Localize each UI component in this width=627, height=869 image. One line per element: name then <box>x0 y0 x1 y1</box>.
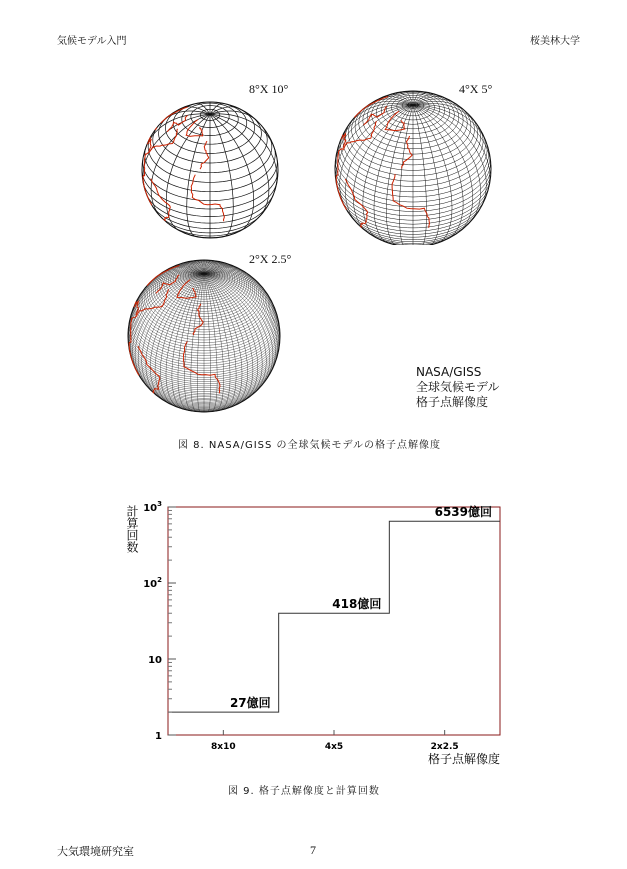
figure-8 <box>0 0 627 420</box>
y-tick-label: 1 <box>155 731 162 742</box>
header-right: 桜美林大学 <box>530 36 580 47</box>
note-line: NASA/GISS <box>416 365 482 379</box>
step-annotation: 418億回 <box>332 597 382 612</box>
note-line: 全球気候モデル <box>416 380 500 394</box>
x-axis <box>211 730 459 752</box>
note-line: 格子点解像度 <box>416 395 489 409</box>
y-tick-label: $10^2$ <box>143 576 162 590</box>
y-axis <box>143 500 176 742</box>
header-left: 気候モデル入門 <box>57 36 127 47</box>
page-number: 7 <box>310 843 316 857</box>
y-tick-exponent: 3 <box>157 500 162 508</box>
figure-9-caption: 図 9. 格子点解像度と計算回数 <box>228 786 380 797</box>
step-annotation: 27億回 <box>229 696 271 711</box>
calc-count-chart <box>110 495 510 775</box>
y-tick-label: $10^3$ <box>143 500 162 514</box>
x-tick-label: 4x5 <box>324 742 344 752</box>
globe-2x2.5 <box>124 258 284 413</box>
x-axis-label: 格子点解像度 <box>427 752 500 766</box>
globe-8x10 <box>140 85 280 240</box>
plot-frame <box>168 507 500 735</box>
annotations <box>230 504 492 710</box>
footer-left: 大気環境研究室 <box>57 845 134 858</box>
globe-label-4x5: 4°X 5° <box>459 82 493 96</box>
y-tick-exponent: 2 <box>157 576 162 584</box>
figure-note <box>416 365 499 410</box>
globe-label-2x2.5: 2°X 2.5° <box>249 252 292 266</box>
x-tick-label: 8x10 <box>211 742 236 752</box>
globe-label-8x10: 8°X 10° <box>249 82 289 96</box>
step-annotation: 6539億回 <box>434 505 492 520</box>
y-tick-label: 10 <box>148 655 162 666</box>
series-line <box>168 521 500 712</box>
y-axis-label: 計算回数 <box>125 505 139 553</box>
globe-4x5 <box>333 85 493 245</box>
x-tick-label: 2x2.5 <box>430 742 459 752</box>
figure-8-caption: 図 8. NASA/GISS の全球気候モデルの格子点解像度 <box>178 440 442 451</box>
